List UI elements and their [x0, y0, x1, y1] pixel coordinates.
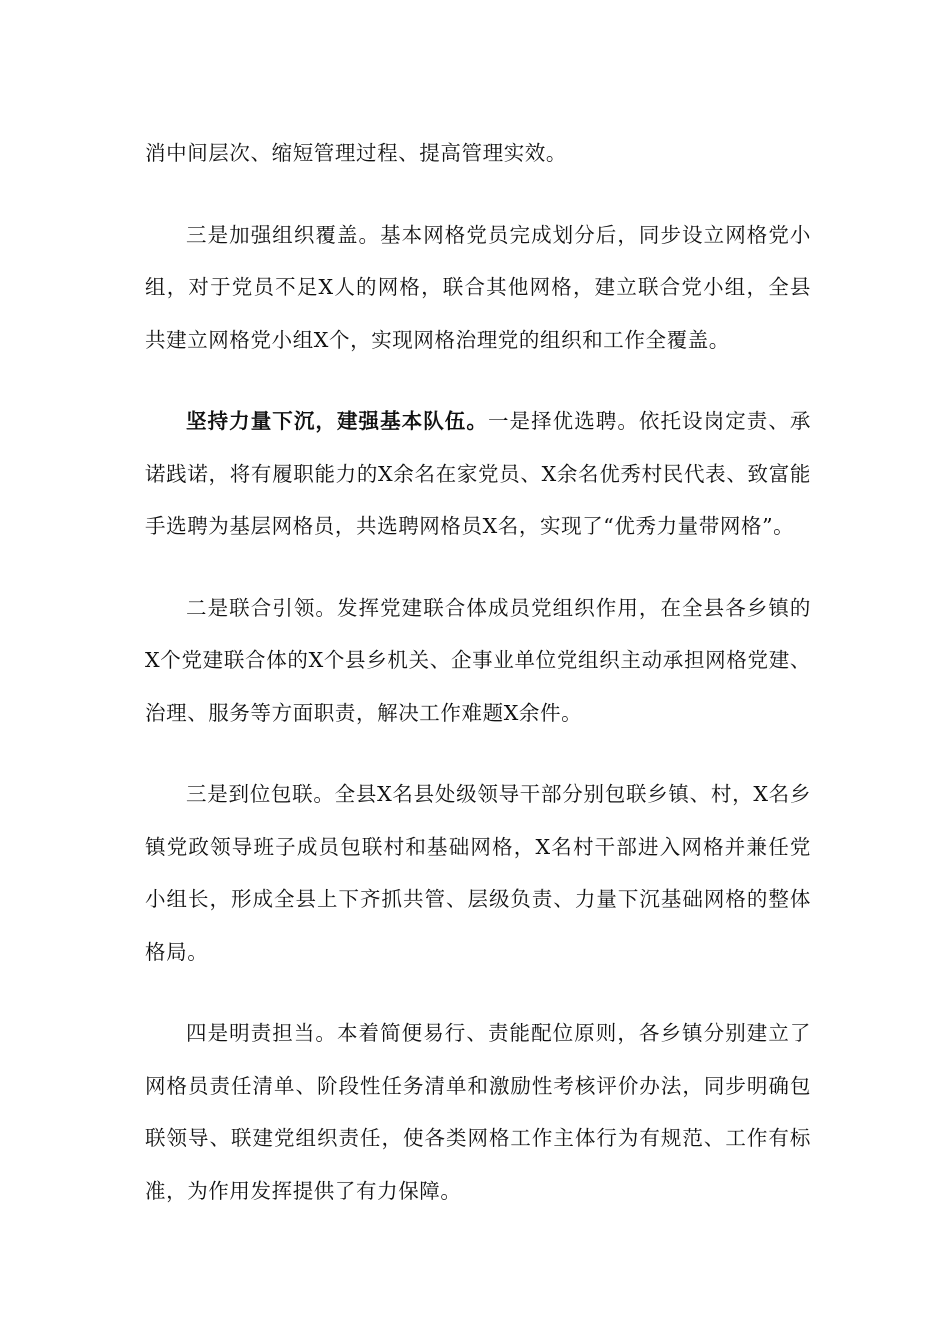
paragraph-lead-heading: 坚持力量下沉，建强基本队伍。	[186, 409, 488, 433]
paragraph-force-sinking	[145, 395, 811, 553]
paragraph-text: 四是明责担当。本着简便易行、责能配位原则，各乡镇分别建立了网格员责任清单、阶段性任务清单和激励性考核评价办法，同步明确包联领导、联建党组织责任，使各类网格工作主体行为有规范、工作有标准，为作用发挥提供了有力保障。	[145, 1021, 811, 1203]
paragraph-text: 三是到位包联。全县X名县处级领导干部分别包联乡镇、村，X名乡镇党政领导班子成员包联村和基础网格，X名村干部进入网格并兼任党小组长，形成全县上下齐抓共管、层级负责、力量下沉基础网格的整体格局。	[145, 782, 811, 964]
document-page	[145, 127, 811, 1246]
paragraph-text: 一是择优选聘。依托设岗定责、承诺践诺，将有履职能力的X余名在家党员、X余名优秀村民代表、致富能手选聘为基层网格员，共选聘网格员X名，实现了“优秀力量带网格”。	[145, 409, 811, 538]
paragraph-text: 消中间层次、缩短管理过程、提高管理实效。	[145, 141, 567, 165]
paragraph-organization-coverage	[145, 209, 811, 367]
paragraph-text: 三是加强组织覆盖。基本网格党员完成划分后，同步设立网格党小组，对于党员不足X人的网格，联合其他网格，建立联合党小组，全县共建立网格党小组X个，实现网格治理党的组织和工作全覆盖。	[145, 222, 811, 352]
paragraph-continuation	[145, 127, 811, 180]
paragraph-on-site-contact	[145, 768, 811, 978]
paragraph-joint-leadership	[145, 582, 811, 740]
paragraph-clear-responsibility	[145, 1007, 811, 1217]
paragraph-text: 二是联合引领。发挥党建联合体成员党组织作用，在全县各乡镇的X个党建联合体的X个县乡机关、企事业单位党组织主动承担网格党建、治理、服务等方面职责，解决工作难题X余件。	[145, 595, 811, 725]
